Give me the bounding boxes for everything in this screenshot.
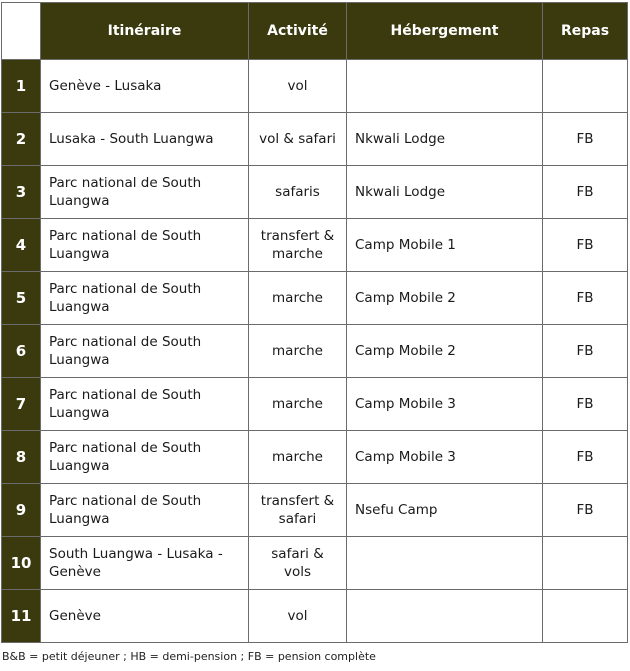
row-itinerary: South Luangwa - Lusaka - Genève	[41, 537, 249, 590]
row-itinerary: Parc national de South Luangwa	[41, 272, 249, 325]
row-lodging: Nkwali Lodge	[347, 166, 543, 219]
row-lodging	[347, 590, 543, 643]
row-activity: marche	[249, 431, 347, 484]
meal-legend-footnote: B&B = petit déjeuner ; HB = demi-pension ; FB = pension complète	[2, 650, 376, 663]
row-activity: marche	[249, 272, 347, 325]
row-lodging: Camp Mobile 1	[347, 219, 543, 272]
table-row	[2, 166, 628, 219]
table-header-row	[2, 3, 628, 60]
row-activity: transfert & safari	[249, 484, 347, 537]
table-row	[2, 431, 628, 484]
row-itinerary: Lusaka - South Luangwa	[41, 113, 249, 166]
row-itinerary: Parc national de South Luangwa	[41, 219, 249, 272]
row-lodging: Nsefu Camp	[347, 484, 543, 537]
row-meals: FB	[543, 113, 628, 166]
row-lodging: Nkwali Lodge	[347, 113, 543, 166]
row-activity: marche	[249, 378, 347, 431]
row-lodging: Camp Mobile 3	[347, 431, 543, 484]
row-number: 2	[2, 113, 41, 166]
row-number: 4	[2, 219, 41, 272]
row-meals: FB	[543, 325, 628, 378]
table-row	[2, 590, 628, 643]
table-row	[2, 484, 628, 537]
table-row	[2, 378, 628, 431]
row-meals	[543, 537, 628, 590]
row-itinerary: Genève - Lusaka	[41, 60, 249, 113]
row-itinerary: Parc national de South Luangwa	[41, 325, 249, 378]
row-itinerary: Genève	[41, 590, 249, 643]
row-meals	[543, 590, 628, 643]
row-lodging: Camp Mobile 2	[347, 272, 543, 325]
row-number: 3	[2, 166, 41, 219]
row-meals: FB	[543, 378, 628, 431]
row-activity: marche	[249, 325, 347, 378]
row-number: 5	[2, 272, 41, 325]
row-meals: FB	[543, 484, 628, 537]
row-itinerary: Parc national de South Luangwa	[41, 166, 249, 219]
table-row	[2, 272, 628, 325]
header-lodging: Hébergement	[347, 3, 543, 60]
row-number: 10	[2, 537, 41, 590]
row-itinerary: Parc national de South Luangwa	[41, 431, 249, 484]
row-meals: FB	[543, 272, 628, 325]
row-lodging: Camp Mobile 2	[347, 325, 543, 378]
row-number: 9	[2, 484, 41, 537]
row-meals: FB	[543, 431, 628, 484]
row-lodging: Camp Mobile 3	[347, 378, 543, 431]
table-row	[2, 537, 628, 590]
row-activity: vol	[249, 590, 347, 643]
row-itinerary: Parc national de South Luangwa	[41, 484, 249, 537]
row-meals: FB	[543, 166, 628, 219]
row-number: 11	[2, 590, 41, 643]
row-activity: safari & vols	[249, 537, 347, 590]
header-corner-cell	[2, 3, 41, 60]
row-activity: transfert & marche	[249, 219, 347, 272]
itinerary-table	[1, 2, 628, 643]
row-activity: vol	[249, 60, 347, 113]
row-itinerary: Parc national de South Luangwa	[41, 378, 249, 431]
table-row	[2, 60, 628, 113]
row-number: 6	[2, 325, 41, 378]
table-row	[2, 325, 628, 378]
row-lodging	[347, 60, 543, 113]
row-number: 7	[2, 378, 41, 431]
header-activity: Activité	[249, 3, 347, 60]
row-lodging	[347, 537, 543, 590]
table-row	[2, 113, 628, 166]
header-itinerary: Itinéraire	[41, 3, 249, 60]
row-activity: safaris	[249, 166, 347, 219]
row-meals: FB	[543, 219, 628, 272]
row-number: 8	[2, 431, 41, 484]
row-meals	[543, 60, 628, 113]
header-meals: Repas	[543, 3, 628, 60]
row-activity: vol & safari	[249, 113, 347, 166]
row-number: 1	[2, 60, 41, 113]
table-row	[2, 219, 628, 272]
